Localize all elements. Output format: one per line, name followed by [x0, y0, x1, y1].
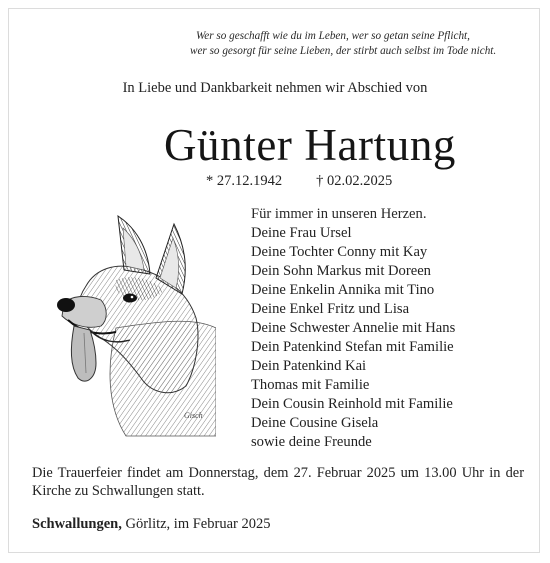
signoff-place-date: Görlitz, im Februar 2025	[121, 516, 271, 532]
list-item: Deine Enkelin Annika mit Tino	[251, 282, 435, 298]
birth-date: * 27.12.1942	[206, 173, 283, 189]
life-dates	[206, 173, 392, 190]
list-item: Deine Schwester Annelie mit Hans	[251, 320, 456, 336]
death-date: † 02.02.2025	[316, 173, 393, 189]
list-item: Dein Cousin Reinhold mit Familie	[251, 396, 453, 412]
list-item: Deine Enkel Fritz und Lisa	[251, 301, 410, 317]
list-item: Deine Cousine Gisela	[251, 415, 379, 431]
artist-signature: Gisch	[184, 411, 203, 420]
farewell-intro: In Liebe und Dankbarkeit nehmen wir Abschied von	[122, 80, 428, 96]
signoff-line	[32, 516, 270, 533]
verse-line-2: wer so gesorgt für seine Lieben, der stirbt auch selbst im Tode nicht.	[190, 45, 497, 57]
signoff-town: Schwallungen,	[32, 516, 122, 532]
verse-line-1: Wer so geschafft wie du im Leben, wer so getan seine Pflicht,	[196, 30, 470, 42]
list-item: Für immer in unseren Herzen.	[251, 206, 427, 222]
list-item: Deine Frau Ursel	[251, 225, 352, 241]
dog-illustration-icon	[46, 208, 216, 438]
funeral-service-info: Die Trauerfeier findet am Donnerstag, dem 27. Februar 2025 um 13.00 Uhr in der Kirche zu Schwallungen statt.	[32, 465, 524, 499]
mourners-list	[251, 205, 455, 452]
deceased-name: Günter Hartung	[163, 120, 457, 170]
list-item: Dein Sohn Markus mit Doreen	[251, 263, 431, 279]
list-item: sowie deine Freunde	[251, 434, 372, 450]
list-item: Dein Patenkind Stefan mit Familie	[251, 339, 454, 355]
list-item: Dein Patenkind Kai	[251, 358, 367, 374]
list-item: Deine Tochter Conny mit Kay	[251, 244, 428, 260]
dog-drawing	[46, 208, 216, 438]
memorial-verse	[190, 29, 520, 59]
list-item: Thomas mit Familie	[251, 377, 370, 393]
